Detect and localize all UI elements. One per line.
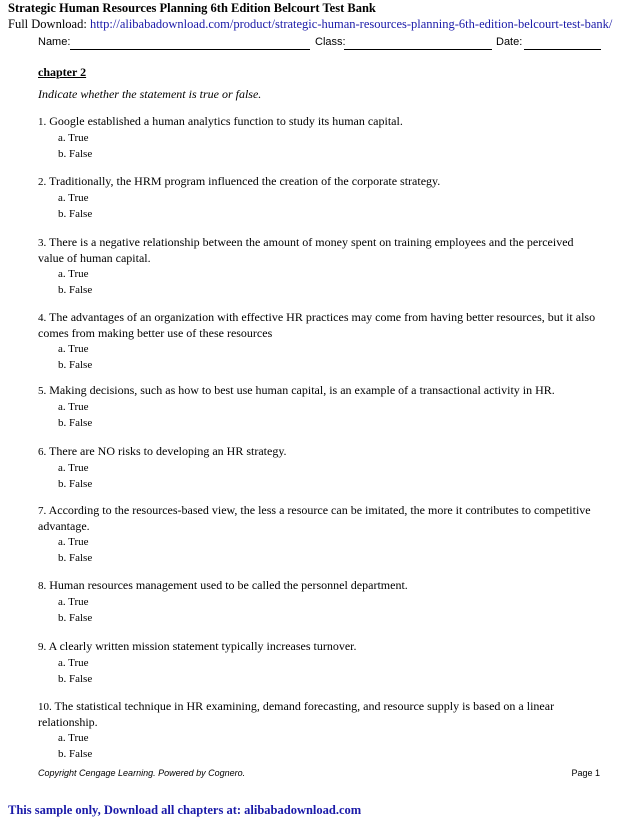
- answer-options: [38, 400, 600, 431]
- question-number: 7.: [38, 505, 47, 517]
- copyright-text: Copyright Cengage Learning. Powered by Cognero.: [38, 768, 246, 778]
- question-text: [38, 699, 600, 730]
- question-text: [38, 383, 600, 399]
- download-link[interactable]: http://alibabadownload.com/product/strategic-human-resources-planning-6th-edition-belcourt-test-bank/: [89, 17, 613, 31]
- question-text: [38, 503, 600, 534]
- answer-options: [38, 461, 600, 492]
- sample-download-note[interactable]: This sample only, Download all chapters at: alibabadownload.com: [8, 803, 362, 817]
- option-true[interactable]: a. True: [58, 596, 89, 608]
- question-2: [38, 174, 600, 222]
- question-stem: The advantages of an organization with effective HR practices may come from having better resources, but it also comes from making better use of these resources: [38, 310, 596, 340]
- answer-options: [38, 595, 600, 626]
- answer-options: [38, 656, 600, 687]
- option-true[interactable]: a. True: [58, 657, 89, 669]
- option-false[interactable]: b. False: [58, 747, 93, 760]
- question-stem: Human resources management used to be called the personnel department.: [49, 578, 408, 592]
- question-number: 10.: [38, 701, 52, 713]
- question-9: [38, 639, 600, 687]
- option-true[interactable]: a. True: [58, 192, 89, 204]
- option-true[interactable]: a. True: [58, 732, 89, 744]
- question-stem: According to the resources-based view, the less a resource can be imitated, the more it contributes to competitive advantage.: [38, 503, 591, 533]
- question-1: [38, 114, 600, 162]
- chapter-heading: chapter 2: [38, 65, 87, 79]
- question-text: [38, 444, 600, 460]
- answer-options: [38, 731, 600, 762]
- question-number: 4.: [38, 312, 47, 324]
- answer-options: [38, 267, 600, 298]
- question-number: 8.: [38, 580, 47, 592]
- date-label: Date:: [496, 36, 523, 48]
- question-stem: Making decisions, such as how to best use human capital, is an example of a transactional activity in HR.: [49, 383, 555, 397]
- option-false[interactable]: b. False: [58, 672, 93, 685]
- question-6: [38, 444, 600, 492]
- question-stem: The statistical technique in HR examining, demand forecasting, and resource supply is based on a linear relationship.: [38, 699, 555, 729]
- question-stem: There are NO risks to developing an HR strategy.: [49, 444, 287, 458]
- class-label: Class:: [315, 36, 346, 48]
- option-true[interactable]: a. True: [58, 343, 89, 355]
- question-number: 1.: [38, 116, 47, 128]
- question-3: [38, 235, 600, 298]
- question-text: [38, 310, 600, 341]
- option-true[interactable]: a. True: [58, 132, 89, 144]
- question-number: 9.: [38, 641, 47, 653]
- question-text: [38, 639, 600, 655]
- option-false[interactable]: b. False: [58, 611, 93, 624]
- option-true[interactable]: a. True: [58, 268, 89, 280]
- option-true[interactable]: a. True: [58, 401, 89, 413]
- answer-options: [38, 191, 600, 222]
- download-line: [8, 17, 612, 32]
- question-5: [38, 383, 600, 431]
- question-8: [38, 578, 600, 626]
- question-text: [38, 114, 600, 130]
- question-stem: A clearly written mission statement typically increases turnover.: [48, 639, 357, 653]
- download-prefix: Full Download:: [8, 17, 90, 31]
- question-number: 6.: [38, 446, 47, 458]
- option-true[interactable]: a. True: [58, 536, 89, 548]
- option-true[interactable]: a. True: [58, 462, 89, 474]
- question-number: 2.: [38, 176, 47, 188]
- answer-options: [38, 131, 600, 162]
- name-blank: [70, 49, 310, 50]
- option-false[interactable]: b. False: [58, 477, 93, 490]
- option-false[interactable]: b. False: [58, 283, 93, 296]
- question-stem: There is a negative relationship between the amount of money spent on training employees and the perceived value of human capital.: [38, 235, 574, 265]
- question-number: 5.: [38, 385, 47, 397]
- page-number: Page 1: [571, 768, 600, 778]
- page-footer: [38, 768, 600, 778]
- answer-options: [38, 535, 600, 566]
- question-text: [38, 235, 600, 266]
- question-4: [38, 310, 600, 373]
- option-false[interactable]: b. False: [58, 207, 93, 220]
- instructions: Indicate whether the statement is true or false.: [38, 87, 262, 101]
- date-blank: [524, 49, 601, 50]
- option-false[interactable]: b. False: [58, 358, 93, 371]
- question-text: [38, 174, 600, 190]
- question-text: [38, 578, 600, 594]
- document-title: Strategic Human Resources Planning 6th Edition Belcourt Test Bank: [8, 1, 376, 15]
- question-7: [38, 503, 600, 566]
- answer-options: [38, 342, 600, 373]
- question-stem: Google established a human analytics function to study its human capital.: [49, 114, 403, 128]
- question-stem: Traditionally, the HRM program influenced the creation of the corporate strategy.: [49, 174, 441, 188]
- student-info-row: [38, 36, 601, 52]
- question-number: 3.: [38, 237, 47, 249]
- option-false[interactable]: b. False: [58, 551, 93, 564]
- option-false[interactable]: b. False: [58, 416, 93, 429]
- class-blank: [344, 49, 492, 50]
- question-10: [38, 699, 600, 762]
- name-label: Name:: [38, 36, 71, 48]
- option-false[interactable]: b. False: [58, 147, 93, 160]
